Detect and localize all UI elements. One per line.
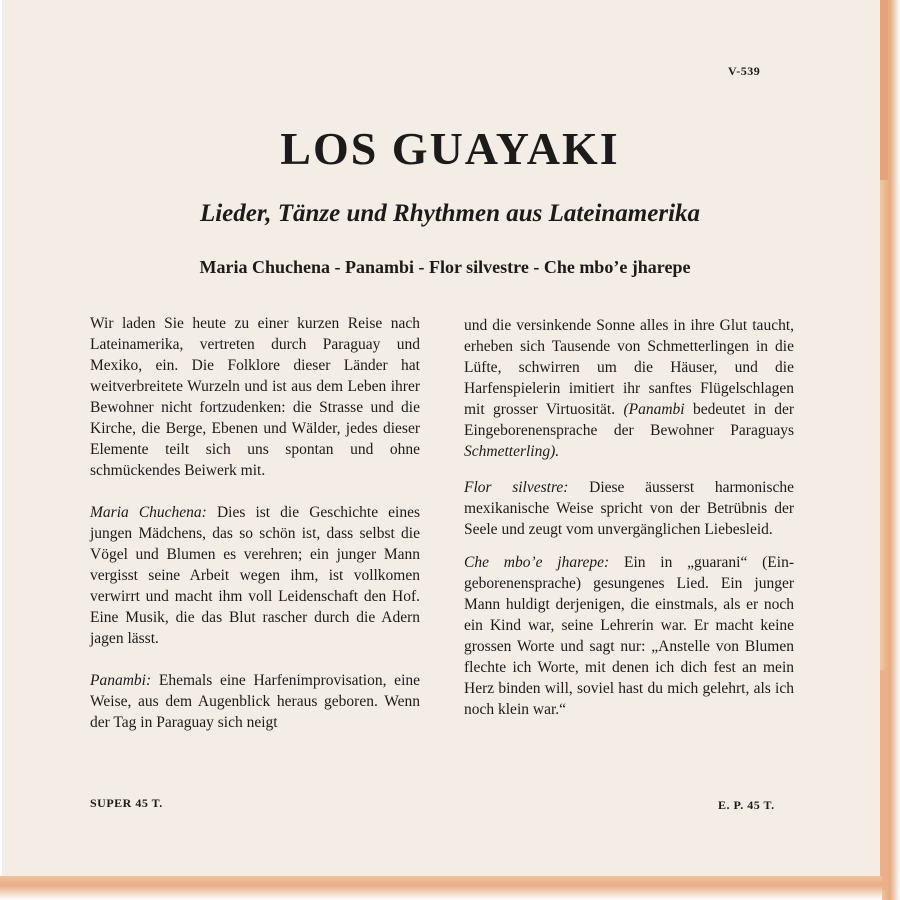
song-list: Maria Chuchena - Panambi - Flor silvestre - Che mbo’e jharepe (199, 257, 691, 277)
song-name: Maria Chuchena: (90, 504, 207, 521)
song-note-word: Schmetterling). (464, 443, 560, 460)
song-name: Panambi: (90, 672, 152, 689)
song-description-panambi (90, 670, 420, 733)
song-name: Flor silvestre: (464, 479, 569, 496)
song-text: Ein in „guarani“ (Eingeborenensprache) gesungenes Lied. Ein junger Mann huldigt derjenigen, die einstmals, als er noch ein Kind war, seine Lehrerin war. Er macht keine grossen Worte und sagt nur: „Anstelle von Blumen flechte ich Worte, mit denen ich dich fest an mein Herz binden will, soviel hast du mich gelehrt, als ich noch klein war.“ (464, 554, 794, 718)
intro-paragraph: Wir laden Sie heute zu einer kurzen Reise nach Lateinamerika, vertreten durch Paraguay und Mexiko, ein. Die Folklore dieser Länder hat weitverbreitete Wurzeln und ist aus dem Leben ihrer Bewohner nicht fortzudenken: die Strasse und die Kirche, die Berge, Ebenen und Wälder, jedes dieser Elemente teilt sich uns spontan und ohne schmückendes Beiwerk mit. (90, 315, 420, 479)
song-text: und die versinkende Sonne alles in ihre Glut taucht, erheben sich Tausende von Schmetterlingen in die Lüfte, schwirren um die Häuser, und die Harfenspielerin imitiert ihr sanftes Flügelschlagen mit grosser Virtuosität. (464, 317, 794, 418)
song-text: Dies ist die Geschichte eines jungen Mädchens, das so schön ist, dass selbst die Vögel und Blumen es verehren; ein junger Mann vergisst seine Arbeit wegen ihm, ist vollkomen verwirrt und macht ihm voll Leidenschaft den Hof. Eine Musik, die das Blut rascher durch die Adern jagen lässt. (90, 504, 421, 647)
song-note-text: bedeutet in der Eingeborenensprache der Bewohner Paraguays (464, 401, 795, 439)
song-description-che-mboe-jharepe (464, 552, 794, 720)
album-subtitle: Lieder, Tänze und Rhythmen aus Lateinamerika (199, 200, 701, 227)
song-name: Che mbo’e jharepe: (464, 554, 610, 571)
album-title: LOS GUAYAKI (280, 123, 620, 174)
sleeve-bottom-edge (0, 876, 882, 900)
song-description-flor-silvestre (464, 477, 794, 540)
catalog-number: V-539 (728, 64, 761, 78)
format-label-left: SUPER 45 T. (90, 796, 163, 810)
liner-notes-right-column (464, 315, 794, 720)
song-description-panambi-continued (464, 315, 794, 462)
song-text: Diese äusserst harmonische mexikanische Weise spricht von der Betrübnis der Seele und zeugt vom unvergänglichen Liebesleid. (464, 479, 795, 538)
sleeve-edge-band (880, 670, 888, 890)
format-label-right: E. P. 45 T. (718, 798, 775, 812)
song-description-maria-chuchena (90, 502, 420, 649)
song-note: (Panambi (623, 401, 685, 418)
song-text: Ehemals eine Harfenimprovisation, eine Weise, aus dem Augenblick heraus geboren. Wenn der Tag in Paraguay sich neigt (90, 672, 421, 731)
liner-notes-left-column (90, 313, 420, 733)
